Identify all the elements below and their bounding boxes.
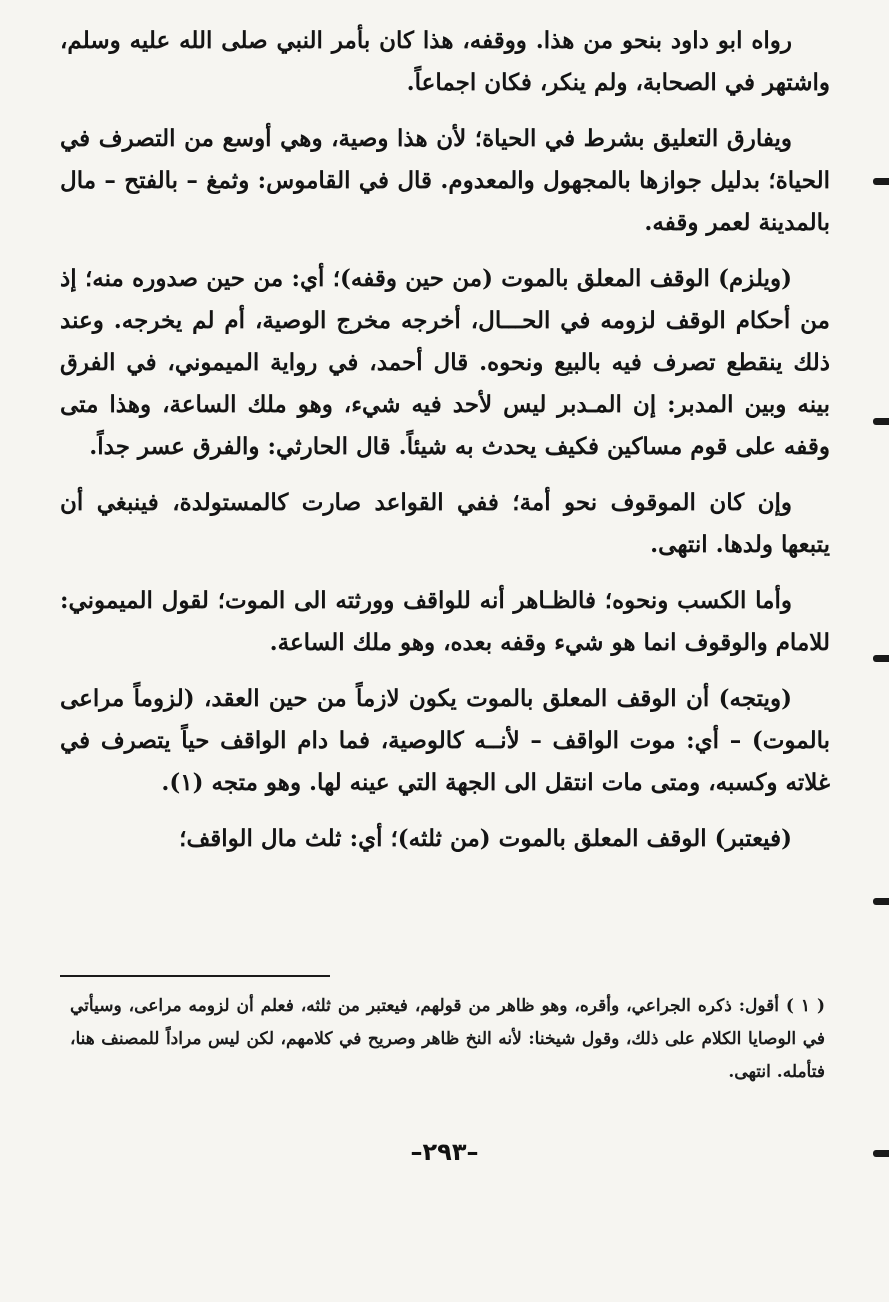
paragraph-gap — [60, 664, 830, 678]
paragraph-gap — [60, 566, 830, 580]
page-number: –٢٩٣– — [410, 1138, 479, 1166]
margin-mark — [873, 898, 889, 905]
margin-mark — [873, 655, 889, 662]
footnote-area — [70, 990, 825, 1089]
footnote-text: ( ١ ) أقول: ذكره الجراعي، وأقره، وهو ظاهر من قولهم، فيعتبر من ثلثه، فعلم أن لزومه مراعى، وسيأتي في الوصايا الكلام على ذلك، وقول شيخنا: لأنه النخ ظاهر وصريح في كلامهم، لكن ليس مراداً للمصنف هنا، فتأمله. انتهى. — [70, 996, 825, 1082]
main-text — [60, 20, 830, 860]
paragraph-gap — [60, 244, 830, 258]
paragraph-1: رواه ابو داود بنحو من هذا. ووقفه، هذا كان بأمر النبي صلى الله عليه وسلم، واشتهر في الصحابة، ولم ينكر، فكان اجماعاً. — [60, 27, 830, 96]
paragraph-3: (ويلزم) الوقف المعلق بالموت (من حين وقفه)؛ أي: من حين صدوره منه؛ إذ من أحكام الوقف لزومه في الحـــال، أخرجه مخرج الوصية، أم لم يخرجه. وعند ذلك ينقطع تصرف فيه بالبيع ونحوه. قال أحمد، في رواية الميموني، في الفرق بينه وبين المدبر: إن المـدبر ليس لأحد فيه شيء، وهو ملك الساعة، وهذا متى وقفه على قوم مساكين فكيف يحدث به شيئاً. قال الحارثي: والفرق عسر جداً. — [60, 265, 830, 460]
margin-mark — [873, 178, 889, 185]
paragraph-7: (فيعتبر) الوقف المعلق بالموت (من ثلثه)؛ أي: ثلث مال الواقف؛ — [179, 825, 792, 852]
footnote-separator — [60, 975, 330, 977]
paragraph-4: وإن كان الموقوف نحو أمة؛ ففي القواعد صارت كالمستولدة، فينبغي أن يتبعها ولدها. انتهى. — [60, 489, 830, 558]
paragraph-gap — [60, 468, 830, 482]
margin-mark — [873, 1150, 889, 1157]
paragraph-5: وأما الكسب ونحوه؛ فالظـاهر أنه للواقف وورثته الى الموت؛ لقول الميموني: للامام والوقوف انما هو شيء وقفه بعده، وهو ملك الساعة. — [60, 587, 830, 656]
margin-mark — [873, 418, 889, 425]
paragraph-6: (ويتجه) أن الوقف المعلق بالموت يكون لازماً من حين العقد، (لزوماً مراعى بالموت) – أي: موت الواقف – لأنــه كالوصية، فما دام الواقف حياً يتصرف في غلاته وكسبه، ومتى مات انتقل الى الجهة التي عينه لها. وهو متجه (١). — [60, 685, 830, 796]
paragraph-2: ويفارق التعليق بشرط في الحياة؛ لأن هذا وصية، وهي أوسع من التصرف في الحياة؛ بدليل جوازها بالمجهول والمعدوم. قال في القاموس: وثمغ – بالفتح – مال بالمدينة لعمر وقفه. — [60, 125, 830, 236]
paragraph-gap — [60, 104, 830, 118]
paragraph-gap — [60, 804, 830, 818]
